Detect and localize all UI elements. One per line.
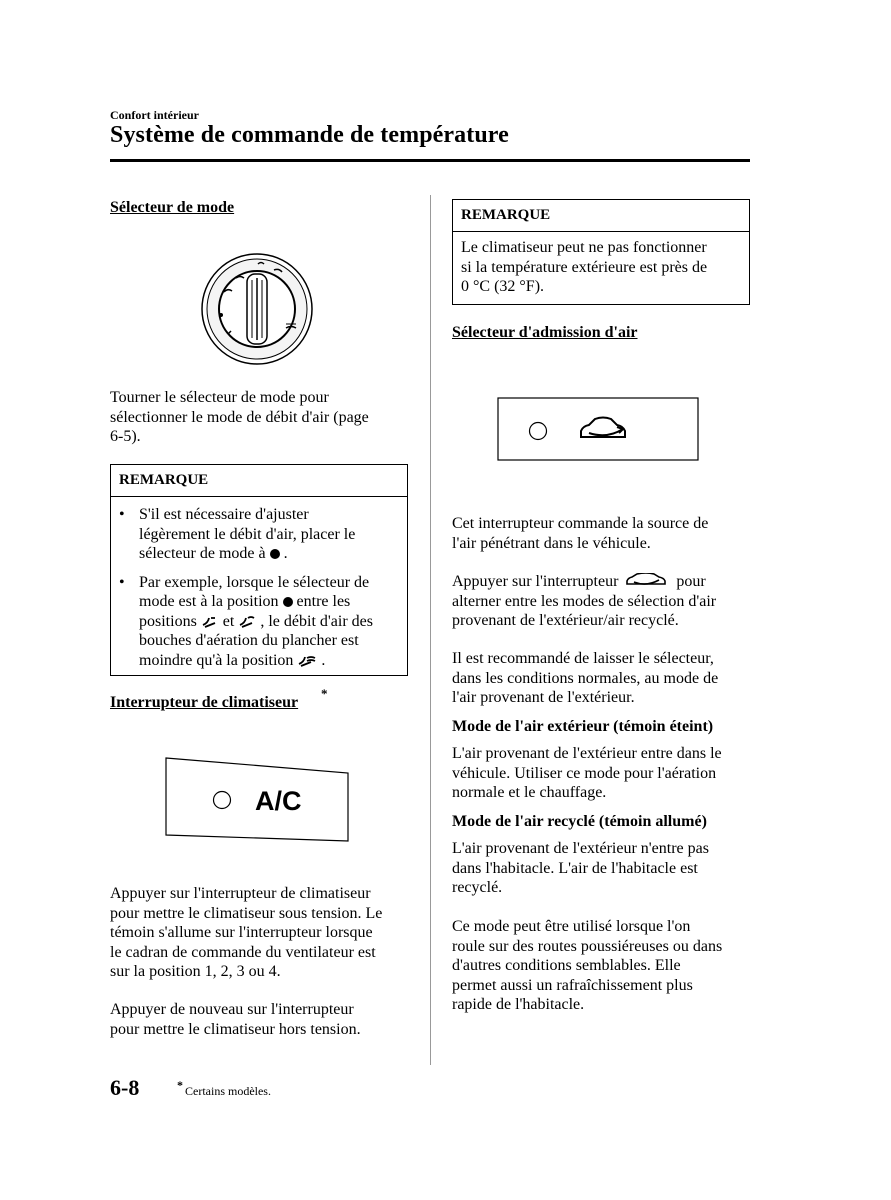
- mode-selector-heading: Sélecteur de mode: [110, 199, 235, 216]
- air-intake-paragraph-1: Cet interrupteur commande la source de l'air pénétrant dans le véhicule.: [452, 515, 709, 552]
- ac-switch-heading: Interrupteur de climatiseur: [110, 694, 299, 711]
- vent-position-dot-icon: [283, 597, 293, 607]
- ac-heading-asterisk: *: [321, 686, 328, 701]
- outside-air-paragraph: L'air provenant de l'extérieur entre dans le véhicule. Utiliser ce mode pour l'aération normale et le chauffage.: [452, 745, 722, 801]
- air-intake-heading: Sélecteur d'admission d'air: [452, 324, 638, 341]
- column-divider: [430, 195, 431, 1065]
- footnote-asterisk: *: [177, 1078, 183, 1092]
- header-rule: [110, 159, 750, 162]
- note-bullet-2: • Par exemple, lorsque le sélecteur de mode est à la position entre les positions et , le débit d'air des bouches d'aération du plancher est moindre qu'à la position .: [111, 573, 407, 671]
- page-number: 6-8: [110, 1075, 140, 1100]
- footnote: Certains modèles.: [185, 1084, 271, 1098]
- note-title: REMARQUE: [111, 465, 407, 497]
- mode-knob-illustration: [200, 252, 314, 366]
- recirculated-air-mode-subheading: Mode de l'air recyclé (témoin allumé): [452, 813, 707, 830]
- recirculated-air-paragraph: L'air provenant de l'extérieur n'entre pas dans l'habitacle. L'air de l'habitacle est recyclé.: [452, 840, 709, 896]
- recirculated-air-usage-paragraph: Ce mode peut être utilisé lorsque l'on roule sur des routes poussiéreuses ou dans d'autres conditions semblables. Elle permet aussi un rafraîchissement plus rapide de l'habitacle.: [452, 918, 723, 1013]
- note-box-temperature: REMARQUE Le climatiseur peut ne pas fonctionner si la température extérieure est près de 0 °C (32 °F).: [452, 199, 750, 305]
- ac-label: A/C: [255, 786, 302, 816]
- air-intake-switch-illustration: [497, 397, 700, 462]
- floor-defrost-mode-icon: [238, 615, 256, 629]
- recirculation-icon: [624, 573, 668, 589]
- vent-position-dot-icon: [270, 549, 280, 559]
- floor-mode-icon: [201, 615, 219, 629]
- note-title: REMARQUE: [453, 200, 749, 232]
- page-title: Système de commande de température: [110, 122, 509, 148]
- floor-defrost-mode-icon: [297, 654, 317, 668]
- ac-paragraph-1: Appuyer sur l'interrupteur de climatiseur pour mettre le climatiseur sous tension. Le témoin s'allume sur l'interrupteur lorsque le cadran de commande du ventilateur est sur la position 1, 2, 3 ou 4.: [110, 885, 383, 980]
- note-bullet-1: • S'il est nécessaire d'ajuster légèrement le débit d'air, placer le sélecteur de mode à .: [111, 505, 407, 564]
- air-intake-paragraph-2: Appuyer sur l'interrupteur pour alterner entre les modes de sélection d'air provenant de l'extérieur/air recyclé.: [452, 573, 717, 629]
- ac-paragraph-2: Appuyer de nouveau sur l'interrupteur pour mettre le climatiseur hors tension.: [110, 1001, 361, 1038]
- note-box-mode: [110, 464, 408, 676]
- section-label: Confort intérieur: [110, 108, 199, 122]
- air-intake-paragraph-3: Il est recommandé de laisser le sélecteur, dans les conditions normales, au mode de l'air provenant de l'extérieur.: [452, 650, 719, 706]
- mode-selector-paragraph: Tourner le sélecteur de mode pour sélectionner le mode de débit d'air (page 6-5).: [110, 389, 369, 445]
- outside-air-mode-subheading: Mode de l'air extérieur (témoin éteint): [452, 718, 714, 735]
